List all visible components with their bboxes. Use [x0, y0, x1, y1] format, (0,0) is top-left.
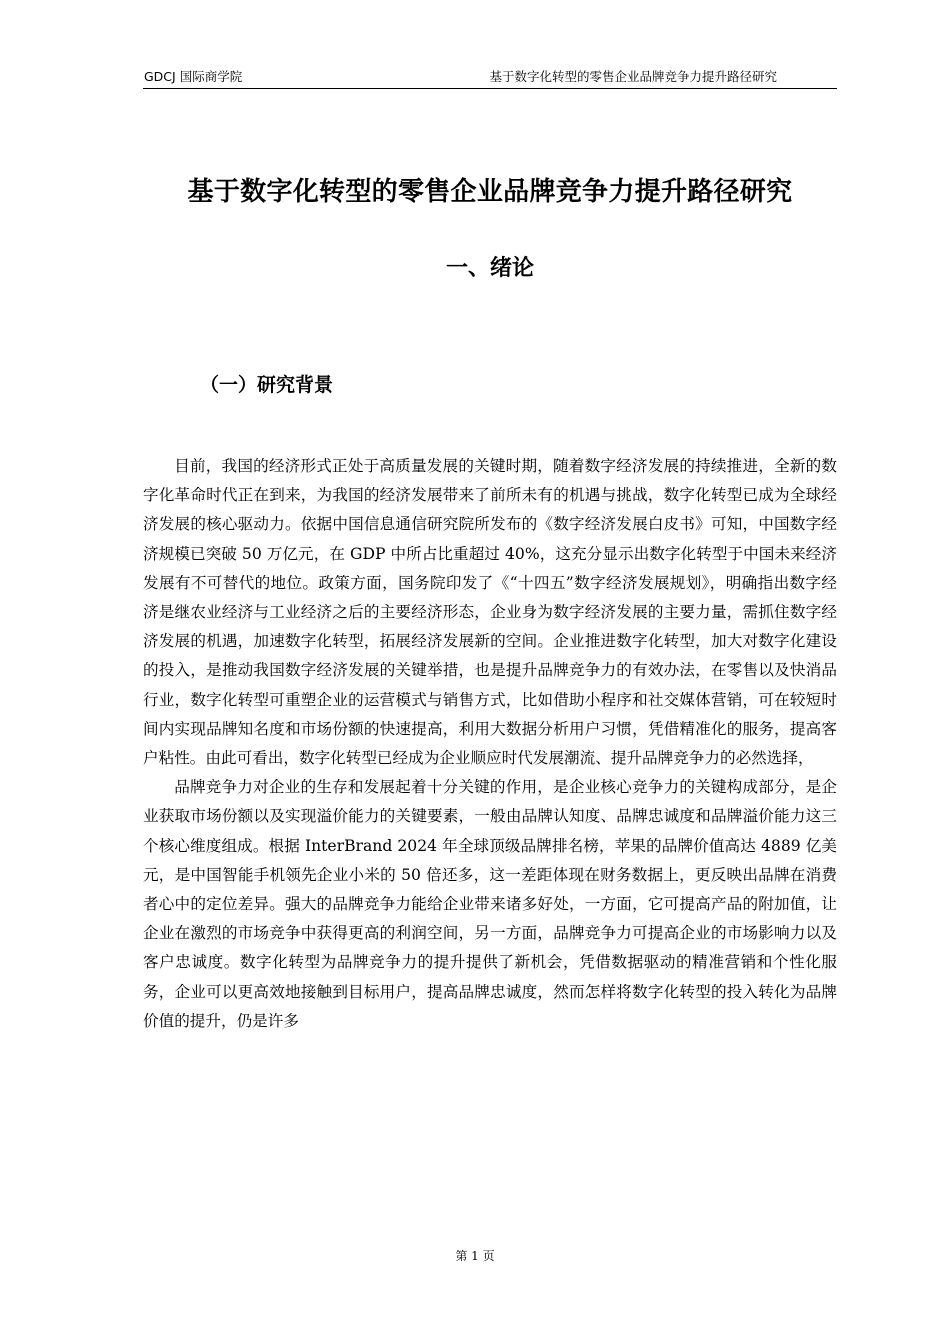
paragraph: 目前，我国的经济形式正处于高质量发展的关键时期，随着数字经济发展的持续推进，全新的数字化革命时代正在到来，为我国的经济发展带来了前所未有的机遇与挑战，数字化转型已成为全球经济发展的核心驱动力。依据中国信息通信研究院所发布的《数字经济发展白皮书》可知，中国数字经济规模已突破 50 万亿元，在 GDP 中所占比重超过 40%，这充分显示出数字化转型于中国未来经济发展有不可替代的地位。政策方面，国务院印发了《“十四五”数字经济发展规划》，明确指出数字经济是继农业经济与工业经济之后的主要经济形态，企业身为数字经济发展的主要力量，需抓住数字经济发展的机遇，加速数字化转型，拓展经济发展新的空间。企业推进数字化转型，加大对数字化建设的投入，是推动我国数字经济发展的关键举措，也是提升品牌竞争力的有效办法，在零售以及快消品行业，数字化转型可重塑企业的运营模式与销售方式，比如借助小程序和社交媒体营销，可在较短时间内实现品牌知名度和市场份额的快速提高，利用大数据分析用户习惯，凭借精准化的服务，提高客户粘性。由此可看出，数字化转型已经成为企业顺应时代发展潮流、提升品牌竞争力的必然选择，: [143, 457, 837, 768]
paragraph: 品牌竞争力对企业的生存和发展起着十分关键的作用，是企业核心竞争力的关键构成部分，是企业获取市场份额以及实现溢价能力的关键要素，一般由品牌认知度、品牌忠诚度和品牌溢价能力这三个核心维度组成。根据 InterBrand 2024 年全球顶级品牌排名榜，苹果的品牌价值高达 4889 亿美元，是中国智能手机领先企业小米的 50 倍还多，这一差距体现在财务数据上，更反映出品牌在消费者心中的定位差异。强大的品牌竞争力能给企业带来诸多好处，一方面，它可提高产品的附加值，让企业在激烈的市场竞争中获得更高的利润空间，另一方面，品牌竞争力可提高企业的市场影响力以及客户忠诚度。数字化转型为品牌竞争力的提升提供了新机会，凭借数据驱动的精准营销和个性化服务，企业可以更高效地接触到目标用户，提高品牌忠诚度，然而怎样将数字化转型的投入转化为品牌价值的提升，仍是许多: [143, 778, 837, 1030]
header-paper-title: 基于数字化转型的零售企业品牌竞争力提升路径研究: [489, 69, 777, 84]
running-header: [143, 68, 837, 89]
section-heading: （一）研究背景: [200, 374, 334, 396]
body-text: [143, 452, 837, 1036]
paper-title: 基于数字化转型的零售企业品牌竞争力提升路径研究: [187, 177, 793, 207]
header-institution: GDCJ 国际商学院: [144, 69, 243, 84]
chapter-heading: 一、绪论: [445, 256, 534, 281]
page-number: 第 1 页: [455, 1249, 495, 1263]
